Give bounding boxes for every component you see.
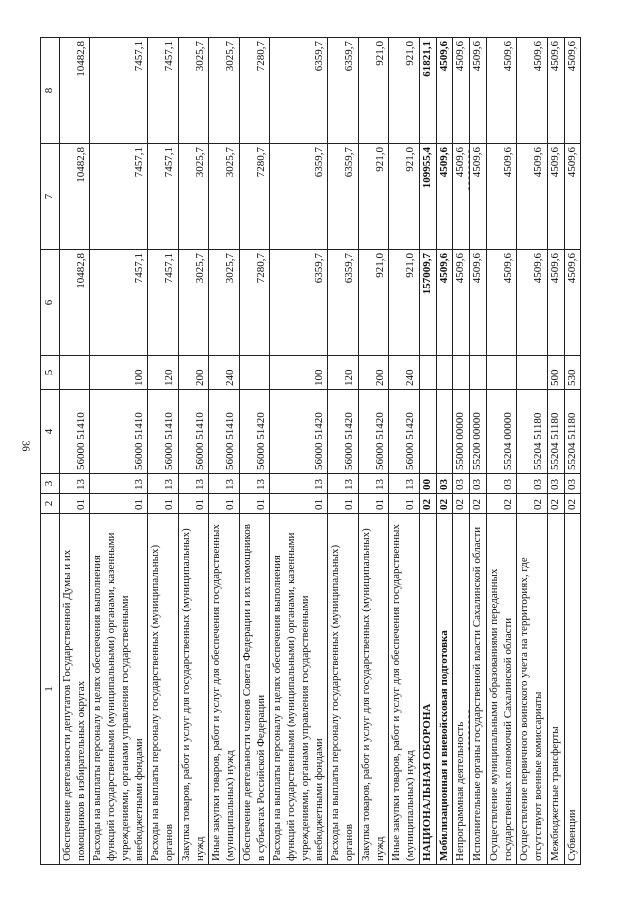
page-number: 36 bbox=[19, 440, 32, 452]
cell-target-article: 56000 51410 bbox=[90, 390, 148, 474]
cell-section: 02 bbox=[419, 494, 436, 514]
cell-amount-col7: 921,0 bbox=[358, 144, 389, 250]
cell-amount-col8: 61821,1 bbox=[419, 38, 436, 144]
cell-amount-col6: 3025,7 bbox=[178, 250, 209, 356]
cell-subsection: 13 bbox=[90, 474, 148, 494]
cell-amount-col8: 3025,7 bbox=[178, 38, 209, 144]
cell-section: 02 bbox=[436, 494, 453, 514]
cell-amount-col7: 6359,7 bbox=[270, 144, 328, 250]
table-row bbox=[358, 38, 389, 865]
cell-target-article: 56000 51420 bbox=[328, 390, 359, 474]
cell-section: 01 bbox=[148, 494, 179, 514]
cell-subsection: 03 bbox=[436, 474, 453, 494]
cell-target-article: 55200 00000 bbox=[470, 390, 487, 474]
cell-target-article bbox=[436, 390, 453, 474]
cell-amount-col8: 4509,6 bbox=[453, 38, 470, 144]
cell-target-article: 56000 51410 bbox=[59, 390, 90, 474]
cell-target-article: 55204 00000 bbox=[486, 390, 517, 474]
cell-name: Иные закупки товаров, работ и услуг для обеспечения государственных (муниципальных) нужд bbox=[389, 514, 420, 865]
cell-amount-col6: 3025,7 bbox=[209, 250, 240, 356]
col-header-4: 4 bbox=[41, 390, 60, 474]
cell-amount-col7: 4509,6 bbox=[470, 144, 487, 250]
cell-name: Обеспечение деятельности депутатов Государственной Думы и их помощников в избирательных округах bbox=[59, 514, 90, 865]
cell-amount-col6: 4509,6 bbox=[564, 250, 581, 356]
cell-amount-col7: 3025,7 bbox=[209, 144, 240, 250]
cell-expense-type: 200 bbox=[178, 356, 209, 390]
cell-amount-col6: 4509,6 bbox=[517, 250, 548, 356]
cell-section: 02 bbox=[486, 494, 517, 514]
cell-target-article: 55000 00000 bbox=[453, 390, 470, 474]
cell-amount-col7: 4509,6 bbox=[436, 144, 453, 250]
table-row bbox=[178, 38, 209, 865]
cell-amount-col8: 10482,8 bbox=[59, 38, 90, 144]
cell-amount-col7: 4509,6 bbox=[564, 144, 581, 250]
cell-target-article: 56000 51410 bbox=[148, 390, 179, 474]
table-row bbox=[90, 38, 148, 865]
col-header-7: 7 bbox=[41, 144, 60, 250]
table-row bbox=[209, 38, 240, 865]
cell-amount-col7: 4509,6 bbox=[547, 144, 564, 250]
table-row bbox=[486, 38, 517, 865]
cell-expense-type: 100 bbox=[270, 356, 328, 390]
cell-section: 02 bbox=[564, 494, 581, 514]
cell-section: 01 bbox=[178, 494, 209, 514]
cell-expense-type: 100 bbox=[90, 356, 148, 390]
cell-section: 02 bbox=[547, 494, 564, 514]
cell-name: Расходы на выплаты персоналу в целях обеспечения выполнения функций государственными (муниципальными) органами, казенными учреждениями, органами управления государственными внебюджетными фондами bbox=[270, 514, 328, 865]
col-header-3: 3 bbox=[41, 474, 60, 494]
cell-expense-type: 120 bbox=[328, 356, 359, 390]
cell-expense-type bbox=[239, 356, 270, 390]
cell-section: 01 bbox=[59, 494, 90, 514]
cell-subsection: 03 bbox=[564, 474, 581, 494]
header-row bbox=[41, 38, 60, 865]
cell-target-article bbox=[419, 390, 436, 474]
cell-subsection: 03 bbox=[547, 474, 564, 494]
cell-name: Расходы на выплаты персоналу в целях обеспечения выполнения функций государственными (муниципальными) органами, казенными учреждениями, органами управления государственными внебюджетными фондами bbox=[90, 514, 148, 865]
cell-expense-type bbox=[517, 356, 548, 390]
cell-amount-col7: 7280,7 bbox=[239, 144, 270, 250]
cell-target-article: 56000 51420 bbox=[358, 390, 389, 474]
cell-subsection: 13 bbox=[270, 474, 328, 494]
cell-subsection: 13 bbox=[148, 474, 179, 494]
cell-name: Непрограммная деятельность bbox=[453, 514, 470, 865]
cell-amount-col8: 6359,7 bbox=[328, 38, 359, 144]
cell-subsection: 13 bbox=[328, 474, 359, 494]
table-row bbox=[547, 38, 564, 865]
cell-amount-col7: 6359,7 bbox=[328, 144, 359, 250]
cell-target-article: 55204 51180 bbox=[564, 390, 581, 474]
cell-amount-col7: 3025,7 bbox=[178, 144, 209, 250]
cell-amount-col6: 7457,1 bbox=[90, 250, 148, 356]
cell-target-article: 55204 51180 bbox=[547, 390, 564, 474]
budget-table-area bbox=[40, 38, 625, 865]
table-row bbox=[564, 38, 581, 865]
col-header-8: 8 bbox=[41, 38, 60, 144]
cell-amount-col6: 4509,6 bbox=[453, 250, 470, 356]
cell-section: 01 bbox=[270, 494, 328, 514]
cell-section: 01 bbox=[358, 494, 389, 514]
col-header-5: 5 bbox=[41, 356, 60, 390]
cell-name: Осуществление первичного воинского учета на территориях, где отсутствуют военные комиссариаты bbox=[517, 514, 548, 865]
cell-name: Расходы на выплаты персоналу государственных (муниципальных) органов bbox=[148, 514, 179, 865]
cell-subsection: 13 bbox=[209, 474, 240, 494]
cell-name: Обеспечение деятельности членов Совета Федерации и их помощников в субъектах Российской Федерации bbox=[239, 514, 270, 865]
cell-amount-col8: 7457,1 bbox=[90, 38, 148, 144]
cell-amount-col6: 7280,7 bbox=[239, 250, 270, 356]
cell-amount-col7: 109955,4 bbox=[419, 144, 436, 250]
cell-amount-col8: 3025,7 bbox=[209, 38, 240, 144]
cell-subsection: 03 bbox=[453, 474, 470, 494]
col-header-6: 6 bbox=[41, 250, 60, 356]
cell-target-article: 56000 51420 bbox=[239, 390, 270, 474]
cell-name: Мобилизационная и вневойсковая подготовка bbox=[436, 514, 453, 865]
cell-section: 01 bbox=[239, 494, 270, 514]
cell-amount-col6: 10482,8 bbox=[59, 250, 90, 356]
cell-name: Закупка товаров, работ и услуг для государственных (муниципальных) нужд bbox=[358, 514, 389, 865]
cell-amount-col6: 4509,6 bbox=[547, 250, 564, 356]
cell-amount-col6: 4509,6 bbox=[486, 250, 517, 356]
cell-amount-col6: 157009,7 bbox=[419, 250, 436, 356]
cell-subsection: 13 bbox=[59, 474, 90, 494]
cell-expense-type: 500 bbox=[547, 356, 564, 390]
cell-subsection: 00 bbox=[419, 474, 436, 494]
table-row bbox=[419, 38, 436, 865]
cell-amount-col8: 6359,7 bbox=[270, 38, 328, 144]
cell-amount-col7: 10482,8 bbox=[59, 144, 90, 250]
table-row bbox=[436, 38, 453, 865]
cell-amount-col8: 4509,6 bbox=[547, 38, 564, 144]
cell-name: Закупка товаров, работ и услуг для государственных (муниципальных) нужд bbox=[178, 514, 209, 865]
table-row bbox=[389, 38, 420, 865]
cell-subsection: 03 bbox=[486, 474, 517, 494]
col-header-1: 1 bbox=[41, 514, 60, 865]
cell-subsection: 03 bbox=[470, 474, 487, 494]
cell-amount-col7: 4509,6 bbox=[486, 144, 517, 250]
cell-section: 01 bbox=[328, 494, 359, 514]
cell-amount-col6: 4509,6 bbox=[436, 250, 453, 356]
col-header-2: 2 bbox=[41, 494, 60, 514]
cell-expense-type bbox=[470, 356, 487, 390]
cell-section: 01 bbox=[90, 494, 148, 514]
cell-expense-type: 240 bbox=[389, 356, 420, 390]
table-row bbox=[517, 38, 548, 865]
cell-section: 01 bbox=[209, 494, 240, 514]
cell-expense-type: 530 bbox=[564, 356, 581, 390]
cell-expense-type bbox=[486, 356, 517, 390]
cell-subsection: 13 bbox=[389, 474, 420, 494]
cell-amount-col8: 4509,6 bbox=[486, 38, 517, 144]
cell-target-article: 56000 51410 bbox=[209, 390, 240, 474]
cell-expense-type bbox=[453, 356, 470, 390]
cell-target-article: 56000 51420 bbox=[270, 390, 328, 474]
table-row bbox=[328, 38, 359, 865]
cell-amount-col6: 6359,7 bbox=[270, 250, 328, 356]
cell-amount-col6: 6359,7 bbox=[328, 250, 359, 356]
cell-amount-col6: 7457,1 bbox=[148, 250, 179, 356]
table-row bbox=[59, 38, 90, 865]
cell-amount-col7: 7457,1 bbox=[148, 144, 179, 250]
cell-name: Расходы на выплаты персоналу государственных (муниципальных) органов bbox=[328, 514, 359, 865]
cell-amount-col8: 921,0 bbox=[389, 38, 420, 144]
cell-section: 02 bbox=[517, 494, 548, 514]
cell-amount-col8: 4509,6 bbox=[564, 38, 581, 144]
table-row bbox=[239, 38, 270, 865]
cell-subsection: 03 bbox=[517, 474, 548, 494]
cell-subsection: 13 bbox=[178, 474, 209, 494]
cell-amount-col6: 921,0 bbox=[389, 250, 420, 356]
cell-amount-col6: 4509,6 bbox=[470, 250, 487, 356]
cell-amount-col7: 4509,6 bbox=[517, 144, 548, 250]
cell-amount-col8: 4509,6 bbox=[470, 38, 487, 144]
cell-amount-col7: 4509,6 bbox=[453, 144, 470, 250]
cell-target-article: 55204 51180 bbox=[517, 390, 548, 474]
cell-amount-col7: 7457,1 bbox=[90, 144, 148, 250]
cell-amount-col6: 921,0 bbox=[358, 250, 389, 356]
cell-name: Осуществление муниципальными образованиями переданных государственных полномочий Сахалинской области bbox=[486, 514, 517, 865]
cell-name: Межбюджетные трансферты bbox=[547, 514, 564, 865]
cell-target-article: 56000 51420 bbox=[389, 390, 420, 474]
cell-amount-col8: 7457,1 bbox=[148, 38, 179, 144]
cell-amount-col8: 4509,6 bbox=[436, 38, 453, 144]
cell-section: 02 bbox=[453, 494, 470, 514]
table-row bbox=[270, 38, 328, 865]
cell-section: 02 bbox=[470, 494, 487, 514]
cell-expense-type bbox=[59, 356, 90, 390]
cell-name: НАЦИОНАЛЬНАЯ ОБОРОНА bbox=[419, 514, 436, 865]
budget-table bbox=[40, 37, 581, 865]
cell-amount-col7: 921,0 bbox=[389, 144, 420, 250]
cell-expense-type bbox=[419, 356, 436, 390]
table-row bbox=[148, 38, 179, 865]
cell-name: Исполнительные органы государственной власти Сахалинской области bbox=[470, 514, 487, 865]
cell-target-article: 56000 51410 bbox=[178, 390, 209, 474]
cell-expense-type: 240 bbox=[209, 356, 240, 390]
cell-subsection: 13 bbox=[239, 474, 270, 494]
cell-amount-col8: 4509,6 bbox=[517, 38, 548, 144]
cell-expense-type bbox=[436, 356, 453, 390]
cell-section: 01 bbox=[389, 494, 420, 514]
cell-expense-type: 200 bbox=[358, 356, 389, 390]
cell-name: Иные закупки товаров, работ и услуг для обеспечения государственных (муниципальных) нужд bbox=[209, 514, 240, 865]
table-row bbox=[453, 38, 470, 865]
cell-name: Субвенции bbox=[564, 514, 581, 865]
cell-amount-col8: 921,0 bbox=[358, 38, 389, 144]
cell-subsection: 13 bbox=[358, 474, 389, 494]
cell-amount-col8: 7280,7 bbox=[239, 38, 270, 144]
cell-expense-type: 120 bbox=[148, 356, 179, 390]
table-row bbox=[470, 38, 487, 865]
